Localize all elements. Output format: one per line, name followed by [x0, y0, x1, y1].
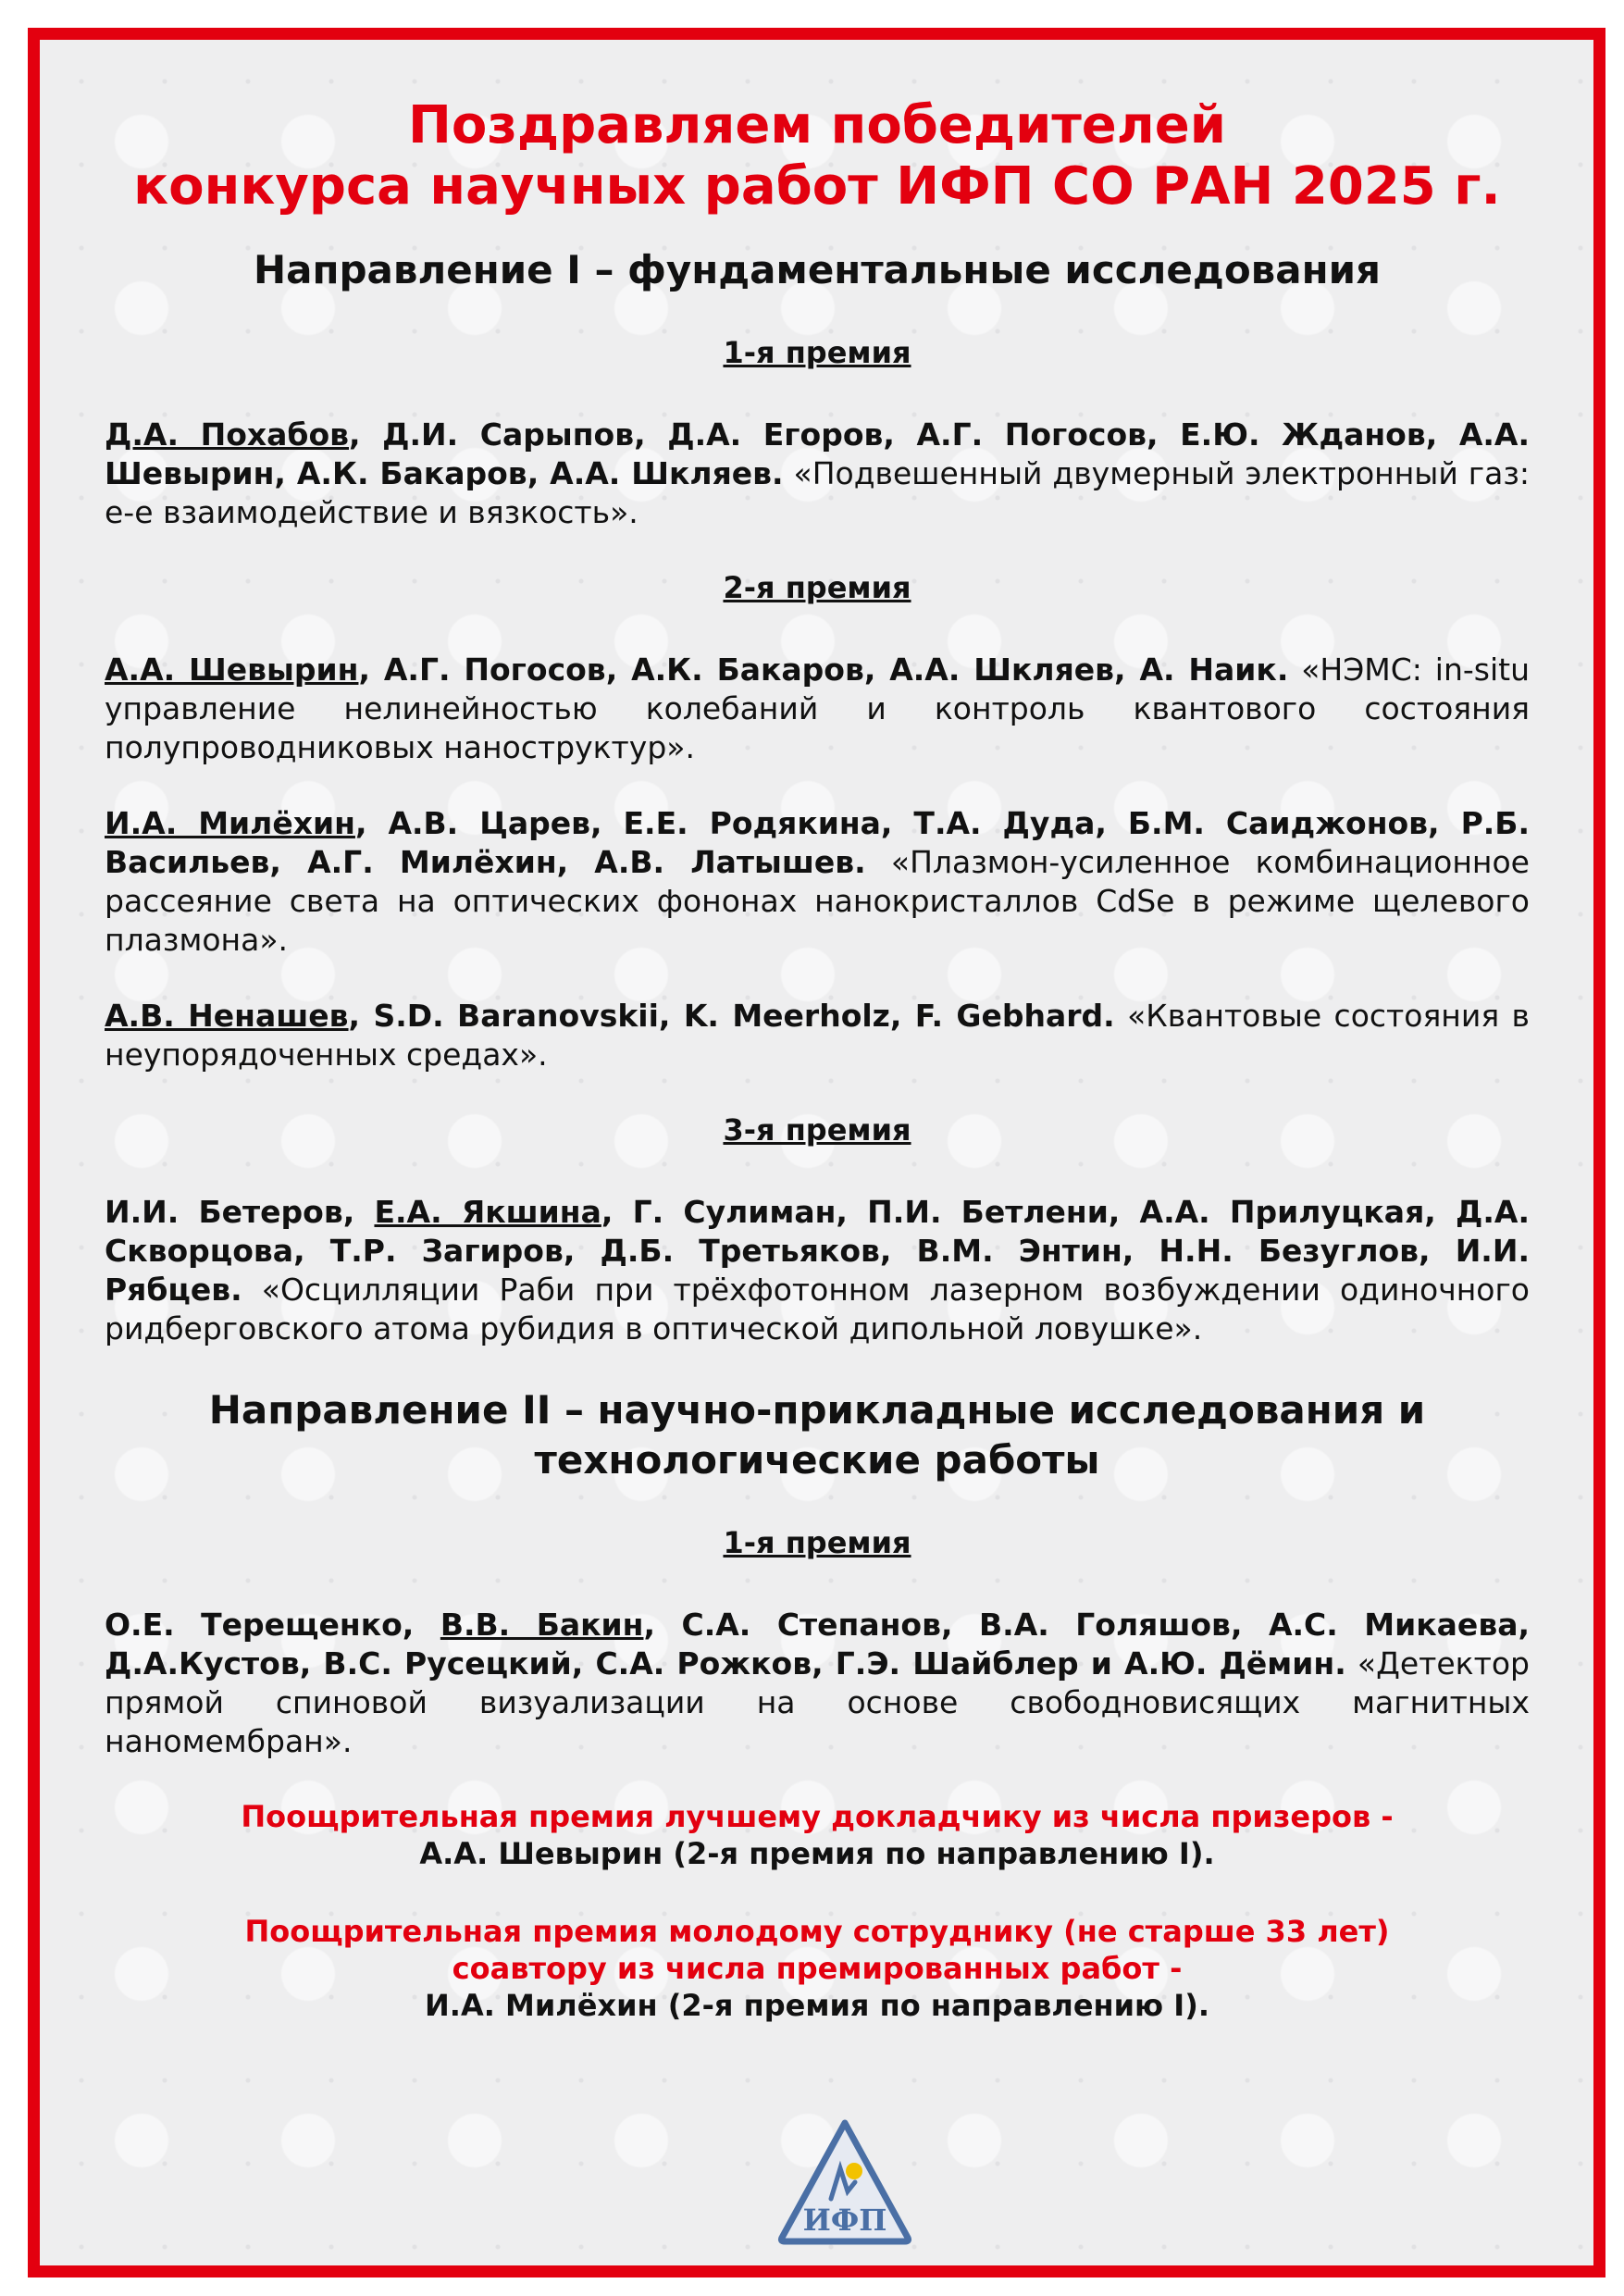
work-title: «Квантовые состояния в неупорядоченных средах». — [105, 998, 1530, 1073]
work-title: «Детектор прямой спиновой визуализации на основе свободновисящих магнитных наномембран». — [105, 1645, 1530, 1759]
direction-2-prize-1-heading: 1-я премия — [723, 1525, 911, 1560]
award-entry — [105, 1193, 1530, 1348]
award-entry — [105, 1606, 1530, 1761]
title-line-2: конкурса научных работ ИФП СО РАН 2025 г. — [133, 156, 1501, 217]
award-entry — [105, 416, 1530, 532]
award-entry — [105, 651, 1530, 767]
first-author: И.И. Бетеров, — [105, 1194, 375, 1230]
co-authors: , Г. Сулиман, П.И. Бетлени, А.А. Прилуцкая, Д.А. Скворцова, Т.Р. Загиров, Д.Б. Третьяков, В.М. Энтин, Н.Н. Безуглов, И.И. Рябцев. — [105, 1194, 1530, 1308]
special-award-title: соавтору из числа премированных работ - — [452, 1951, 1183, 1986]
lead-author: Е.А. Якшина — [374, 1194, 601, 1230]
co-authors: , А.В. Царев, Е.Е. Родякина, Т.А. Дуда, Б.М. Саиджонов, Р.Б. Васильев, А.Г. Милёхин, А.В. Латышев. — [105, 805, 1530, 880]
lead-author: А.А. Шевырин — [105, 652, 359, 688]
direction-1-prize-2-heading: 2-я премия — [723, 570, 911, 605]
first-author: О.Е. Терещенко, — [105, 1607, 440, 1643]
direction-2-title: Направление II – научно-прикладные исследования и технологические работы — [208, 1387, 1426, 1483]
ifp-logo-icon — [775, 2117, 914, 2247]
poster-title — [105, 95, 1530, 217]
co-authors: , А.Г. Погосов, А.К. Бакаров, А.А. Шкляев, А. Наик. — [358, 652, 1289, 688]
award-entry — [105, 997, 1530, 1074]
work-title: «Осцилляции Раби при трёхфотонном лазерном возбуждении одиночного ридберговского атома рубидия в оптической дипольной ловушке». — [105, 1272, 1530, 1347]
poster-content — [105, 95, 1530, 2024]
lead-author: В.В. Бакин — [440, 1607, 644, 1643]
work-title: «Плазмон-усиленное комбинационное рассеяние света на оптических фононах нанокристаллов CdSe в режиме щелевого плазмона». — [105, 844, 1530, 958]
special-award — [105, 1913, 1530, 2024]
title-line-1: Поздравляем победителей — [407, 95, 1227, 155]
direction-1-prize-1-heading: 1-я премия — [723, 335, 911, 370]
co-authors: , Д.И. Сарыпов, Д.А. Егоров, А.Г. Погосов, Е.Ю. Жданов, А.А. Шевырин, А.К. Бакаров, А.А. Шкляев. — [105, 416, 1530, 491]
work-title: «НЭМС: in-situ управление нелинейностью колебаний и контроль квантового состояния полупроводниковых наноструктур». — [105, 652, 1530, 765]
special-award-winner: И.А. Милёхин (2-я премия по направлению I). — [425, 1988, 1209, 2023]
award-entry — [105, 804, 1530, 960]
work-title: «Подвешенный двумерный электронный газ: е-е взаимодействие и вязкость». — [105, 455, 1530, 530]
lead-author: И.А. Милёхин — [105, 805, 355, 841]
special-award — [105, 1798, 1530, 1872]
lead-author: Д.А. Похабов — [105, 416, 350, 453]
direction-1-title: Направление I – фундаментальные исследования — [253, 247, 1382, 292]
special-award-winner: А.А. Шевырин (2-я премия по направлению I). — [419, 1836, 1215, 1871]
co-authors: , С.А. Степанов, В.А. Голяшов, А.С. Микаева, Д.А.Кустов, В.С. Русецкий, С.А. Рожков, Г.Э. Шайблер и А.Ю. Дёмин. — [105, 1607, 1531, 1682]
co-authors: , S.D. Baranovskii, K. Meerholz, F. Gebhard. — [348, 998, 1115, 1034]
special-award-title: Поощрительная премия молодому сотруднику (не старше 33 лет) — [244, 1914, 1390, 1949]
poster-frame — [28, 28, 1605, 2277]
logo-text: ИФП — [802, 2203, 887, 2238]
special-award-title: Поощрительная премия лучшему докладчику из числа призеров - — [241, 1799, 1394, 1834]
lead-author: А.В. Ненашев — [105, 998, 349, 1034]
direction-1-prize-3-heading: 3-я премия — [723, 1112, 911, 1148]
